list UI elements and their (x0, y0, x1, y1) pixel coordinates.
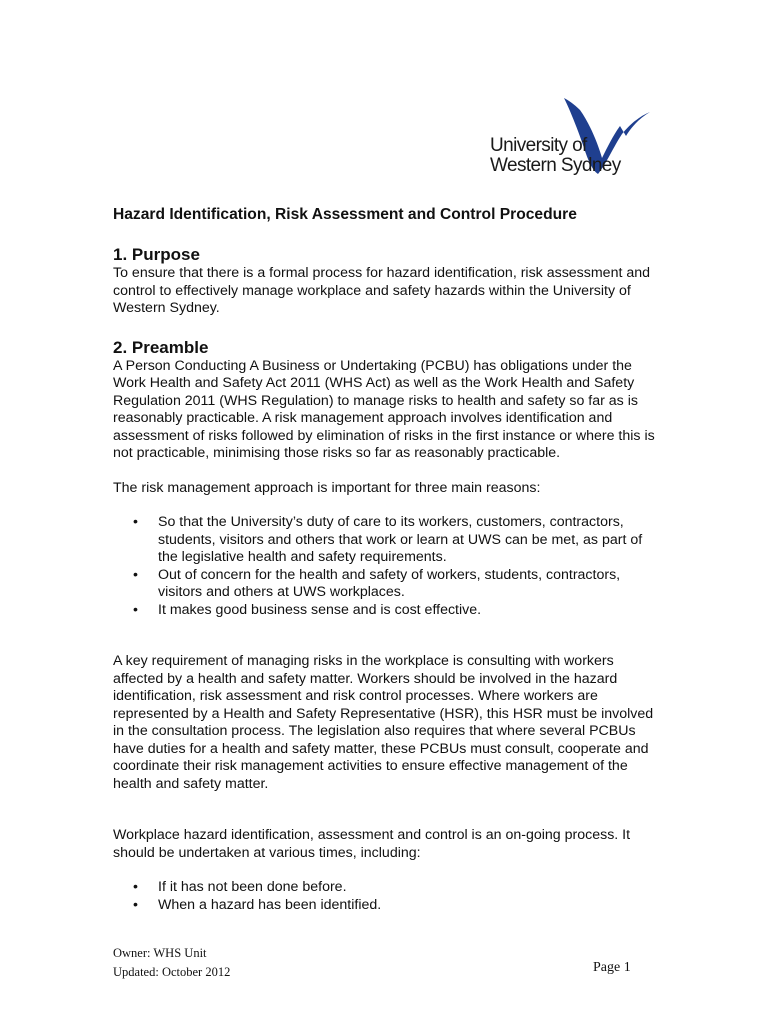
bullet-icon: • (133, 601, 138, 618)
preamble-paragraph-1: A Person Conducting A Business or Undertaking (PCBU) has obligations under the Work Health and Safety Act 2011 (WHS Act) as well as the Work Health and Safety Regulation 2011 (WHS Regulation) to manage risks to health and safety so far as is reasonably practicable. A risk management approach involves identification and assessment of risks followed by elimination of risks in the first instance or where this is not practicable, minimising those risks so far as reasonably practicable. (113, 357, 655, 461)
page-footer (113, 944, 230, 982)
preamble-heading: 2. Preamble (113, 337, 209, 357)
list-item: • So that the University’s duty of care to its workers, customers, contractors, students, visitors and others that work or learn at UWS can be met, as part of the legislative health and safety requirements. (133, 514, 643, 565)
logo-line-1: University of (490, 135, 587, 156)
times-list (113, 879, 658, 914)
purpose-heading: 1. Purpose (113, 245, 200, 264)
document-body (113, 205, 658, 914)
document-title: Hazard Identification, Risk Assessment and Control Procedure (113, 206, 577, 223)
list-item: • Out of concern for the health and safety of workers, students, contractors, visitors and others at UWS workplaces. (133, 566, 621, 600)
bullet-icon: • (133, 566, 138, 583)
purpose-text: To ensure that there is a formal process for hazard identification, risk assessment and control to effectively manage workplace and safety hazards within the University of Western Sydney. (113, 265, 651, 316)
bullet-icon: • (133, 514, 138, 530)
logo-wordmark (490, 136, 621, 176)
logo-line-2: Western Sydney (490, 155, 621, 176)
footer-updated: Updated: October 2012 (113, 965, 231, 979)
university-logo (490, 96, 660, 186)
page-number: Page 1 (593, 960, 631, 975)
preamble-paragraph-2: The risk management approach is important for three main reasons: (113, 479, 541, 496)
preamble-paragraph-4: Workplace hazard identification, assessment and control is an on-going process. It should be undertaken at various times, including: (113, 827, 631, 861)
bullet-icon: • (133, 879, 138, 895)
preamble-paragraph-3: A key requirement of managing risks in the workplace is consulting with workers affected by a health and safety matter. Workers should be involved in the hazard identification, risk assessment and risk control processes. Where workers are represented by a Health and Safety Representative (HSR), this HSR must be involved in the consultation process. The legislation also requires that where several PCBUs have duties for a health and safety matter, these PCBUs must consult, cooperate and coordinate their risk management activities to ensure effective management of the health and safety matter. (113, 653, 654, 792)
list-item: • If it has not been done before. (133, 879, 347, 895)
list-item: • When a hazard has been identified. (133, 896, 382, 913)
bullet-icon: • (133, 896, 138, 913)
reasons-list (113, 514, 658, 619)
list-item: • It makes good business sense and is cost effective. (133, 601, 482, 618)
footer-owner: Owner: WHS Unit (113, 946, 207, 960)
